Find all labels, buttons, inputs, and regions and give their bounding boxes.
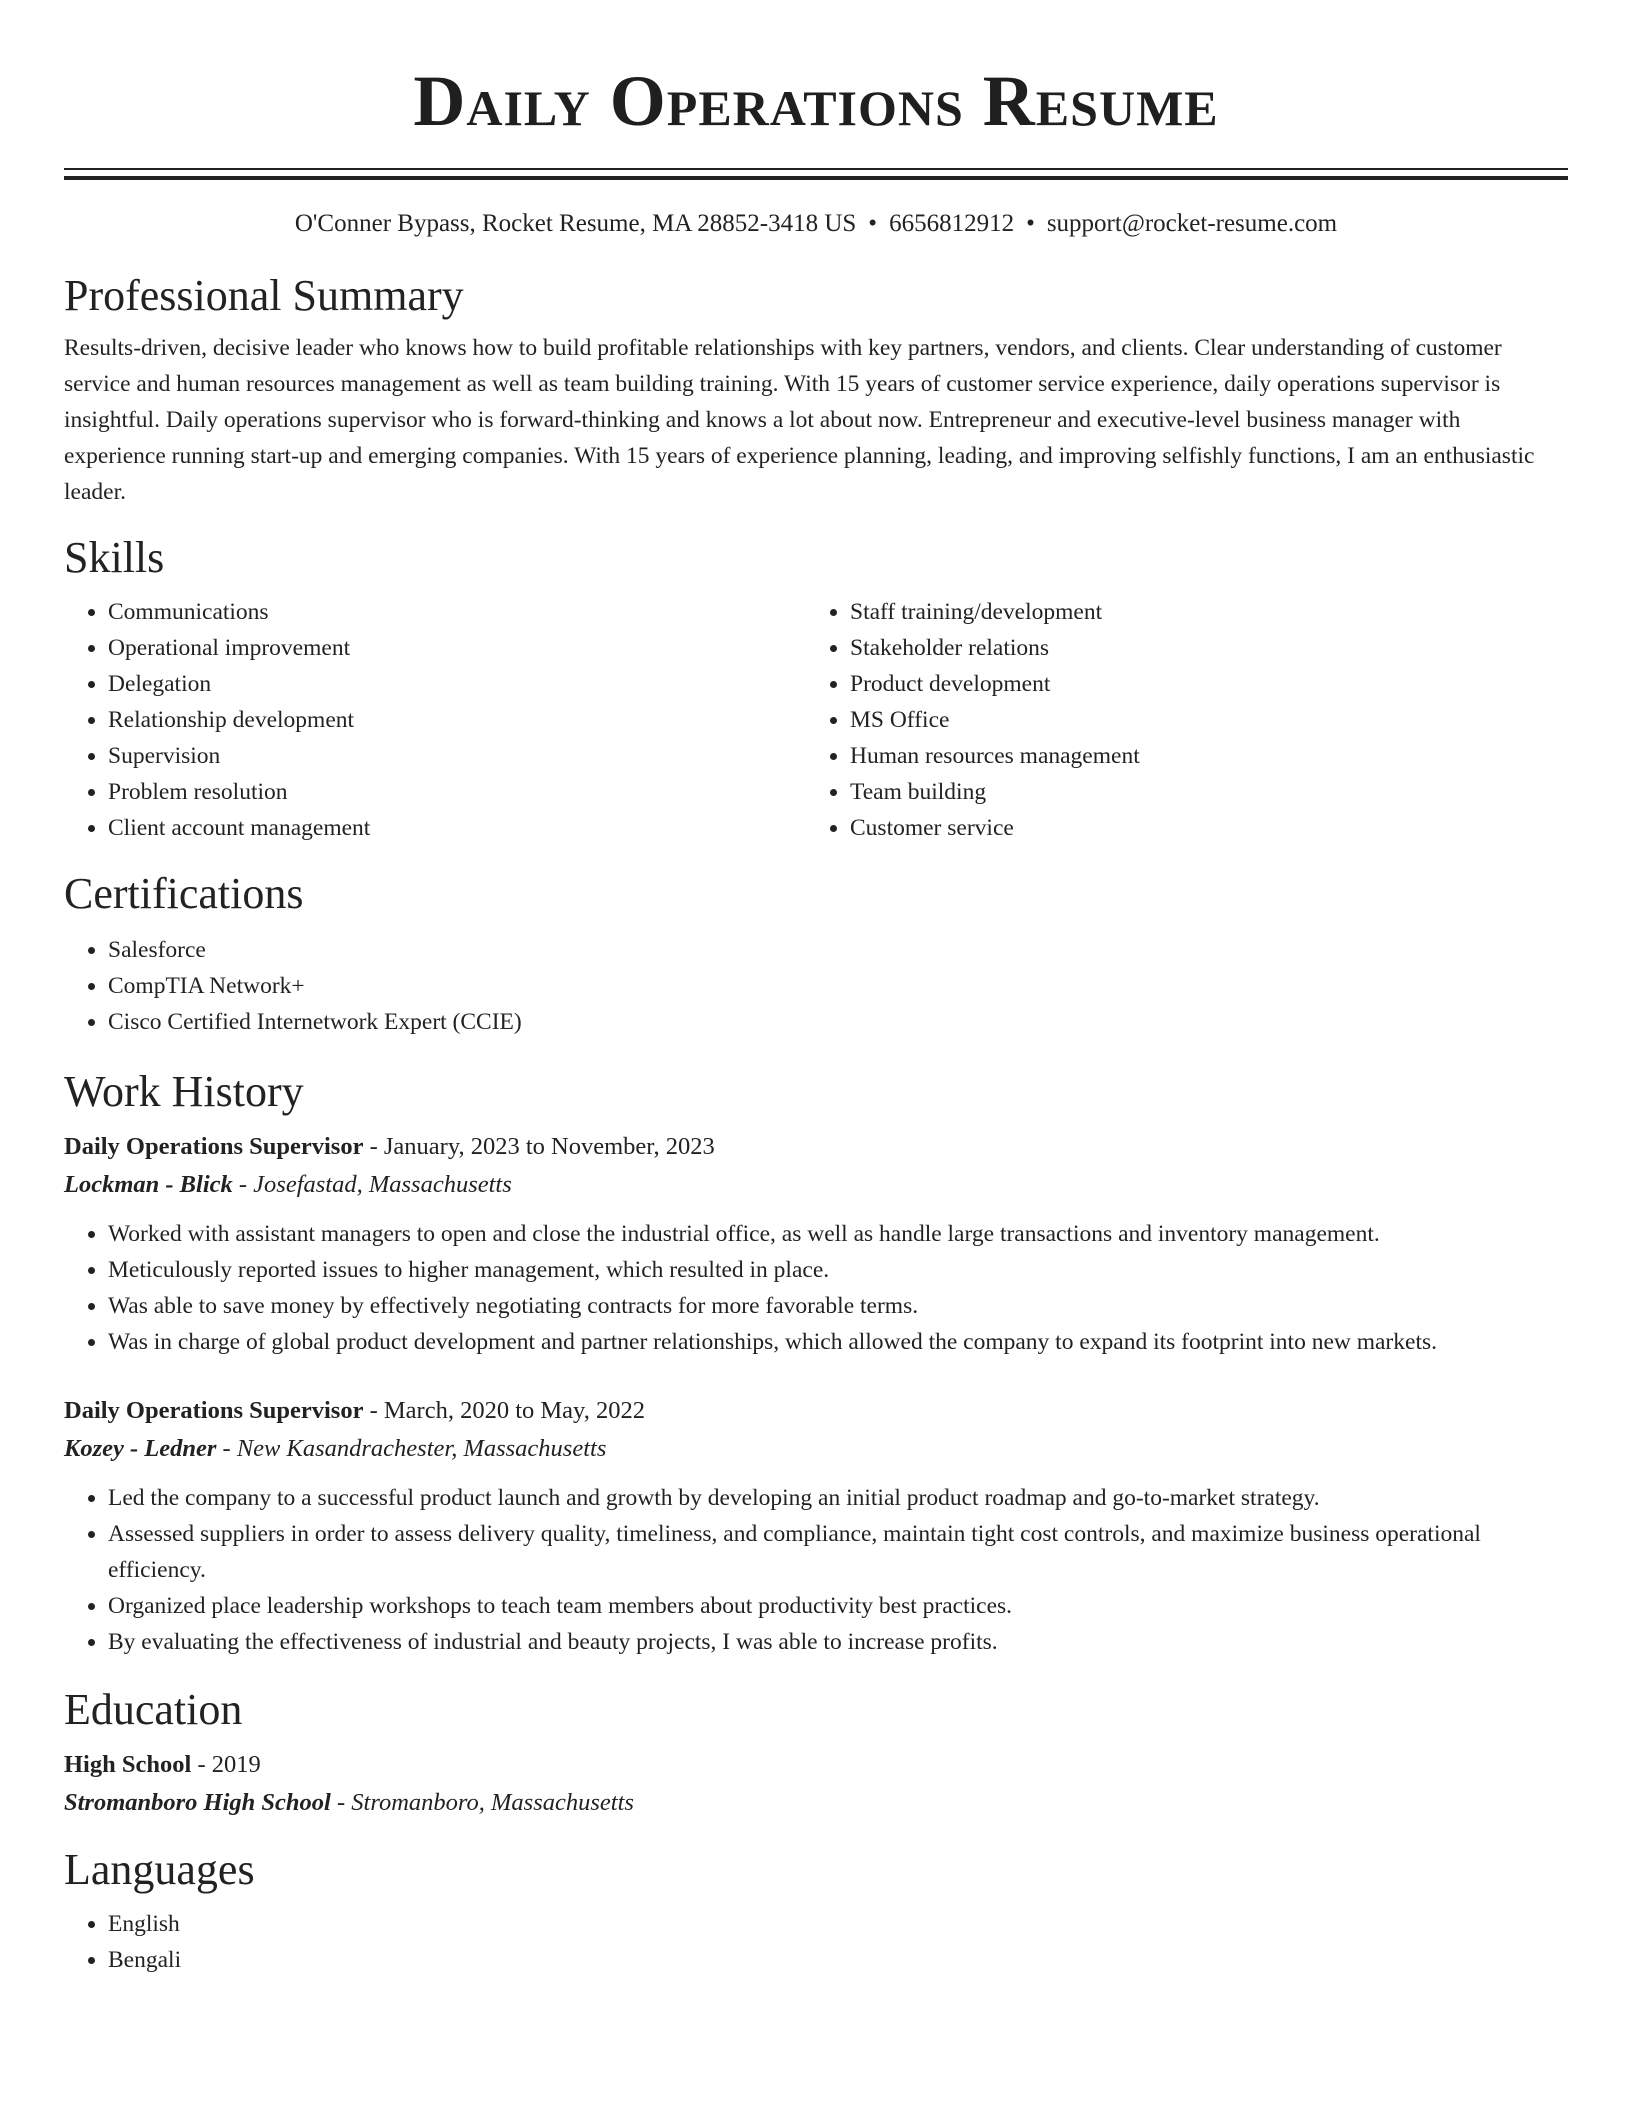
- education-heading: Education: [64, 1685, 243, 1734]
- skill-item: • Communications: [108, 594, 806, 630]
- job-bullet: • Organized place leadership workshops to teach team members about productivity best practices.: [108, 1588, 1568, 1624]
- divider-thin: [64, 168, 1568, 170]
- degree-line: [64, 1746, 1568, 1784]
- work-history-heading: Work History: [64, 1067, 304, 1116]
- job-title: Daily Operations Supervisor: [64, 1133, 364, 1160]
- skill-item: • Customer service: [850, 810, 1548, 846]
- school-name: Stromanboro High School: [64, 1789, 331, 1816]
- contact-email: support@rocket-resume.com: [1046, 210, 1338, 237]
- page-title: Daily Operations Resume: [413, 61, 1219, 141]
- languages-list: [64, 1906, 1568, 1978]
- certification-item: • Cisco Certified Internetwork Expert (CCIE): [108, 1004, 1568, 1040]
- job-entry: [64, 1128, 1568, 1360]
- job-bullet: • Assessed suppliers in order to assess delivery quality, timeliness, and compliance, maintain tight cost controls, and maximize business operational efficiency.: [108, 1516, 1568, 1588]
- skill-item: • Delegation: [108, 666, 806, 702]
- language-item: • Bengali: [108, 1942, 1568, 1978]
- school-location: - Stromanboro, Massachusetts: [330, 1789, 634, 1816]
- contact-separator: •: [1026, 210, 1035, 237]
- job-title: Daily Operations Supervisor: [64, 1397, 364, 1424]
- employer-name: Kozey - Ledner: [64, 1435, 217, 1462]
- skill-item: • Operational improvement: [108, 630, 806, 666]
- job-dates: - January, 2023 to November, 2023: [363, 1133, 715, 1160]
- certifications-list: [64, 932, 1568, 1040]
- job-bullets: [64, 1480, 1568, 1660]
- skills-column-right: [806, 594, 1548, 846]
- skill-item: • Staff training/development: [850, 594, 1548, 630]
- skills-grid: [64, 594, 1568, 846]
- employer-location: - Josefastad, Massachusetts: [232, 1171, 512, 1198]
- contact-separator: •: [868, 210, 878, 237]
- skills-heading: Skills: [64, 533, 165, 582]
- summary-text: Results-driven, decisive leader who knows how to build profitable relationships with key partners, vendors, and clients. Clear understanding of customer service and human resources management as well as team building training. With 15 years of customer service experience, daily operations supervisor is insightful. Daily operations supervisor who is forward-thinking and knows a lot about now. Entrepreneur and executive-level business manager with experience running start-up and emerging companies. With 15 years of experience planning, leading, and improving selfishly functions, I am an enthusiastic leader.: [64, 335, 1535, 505]
- job-bullet: • By evaluating the effectiveness of industrial and beauty projects, I was able to increase profits.: [108, 1624, 1568, 1660]
- summary-heading: Professional Summary: [64, 271, 464, 320]
- skill-item: • Team building: [850, 774, 1548, 810]
- education-entry: [64, 1746, 1568, 1822]
- employer-name: Lockman - Blick: [64, 1171, 233, 1198]
- job-bullet: • Worked with assistant managers to open and close the industrial office, as well as handle large transactions and inventory management.: [108, 1216, 1568, 1252]
- skills-column-left: [64, 594, 806, 846]
- job-title-line: [64, 1392, 1568, 1430]
- job-bullets: [64, 1216, 1568, 1360]
- contact-phone: 6656812912: [889, 210, 1015, 237]
- divider-thick: [64, 176, 1568, 180]
- job-bullet: • Was able to save money by effectively negotiating contracts for more favorable terms.: [108, 1288, 1568, 1324]
- certification-item: • CompTIA Network+: [108, 968, 1568, 1004]
- employer-line: [64, 1166, 1568, 1204]
- job-dates: - March, 2020 to May, 2022: [363, 1397, 645, 1424]
- contact-line: [64, 206, 1568, 242]
- contact-address: O'Conner Bypass, Rocket Resume, MA 28852-3418 US: [294, 210, 857, 237]
- skill-item: • Relationship development: [108, 702, 806, 738]
- skill-item: • Supervision: [108, 738, 806, 774]
- skill-item: • MS Office: [850, 702, 1548, 738]
- language-item: • English: [108, 1906, 1568, 1942]
- skill-item: • Problem resolution: [108, 774, 806, 810]
- job-bullet: • Led the company to a successful product launch and growth by developing an initial product roadmap and go-to-market strategy.: [108, 1480, 1568, 1516]
- certifications-heading: Certifications: [64, 869, 304, 918]
- job-entry: [64, 1392, 1568, 1660]
- degree-name: High School: [64, 1751, 192, 1778]
- job-bullet: • Was in charge of global product development and partner relationships, which allowed the company to expand its footprint into new markets.: [108, 1324, 1568, 1360]
- title-divider: [64, 168, 1568, 180]
- school-line: [64, 1784, 1568, 1822]
- skill-item: • Product development: [850, 666, 1548, 702]
- employer-location: - New Kasandrachester, Massachusetts: [216, 1435, 607, 1462]
- languages-heading: Languages: [64, 1845, 255, 1894]
- job-title-line: [64, 1128, 1568, 1166]
- certification-item: • Salesforce: [108, 932, 1568, 968]
- employer-line: [64, 1430, 1568, 1468]
- skill-item: • Stakeholder relations: [850, 630, 1548, 666]
- skill-item: • Client account management: [108, 810, 806, 846]
- job-bullet: • Meticulously reported issues to higher management, which resulted in place.: [108, 1252, 1568, 1288]
- graduation-year: - 2019: [191, 1751, 261, 1778]
- skill-item: • Human resources management: [850, 738, 1548, 774]
